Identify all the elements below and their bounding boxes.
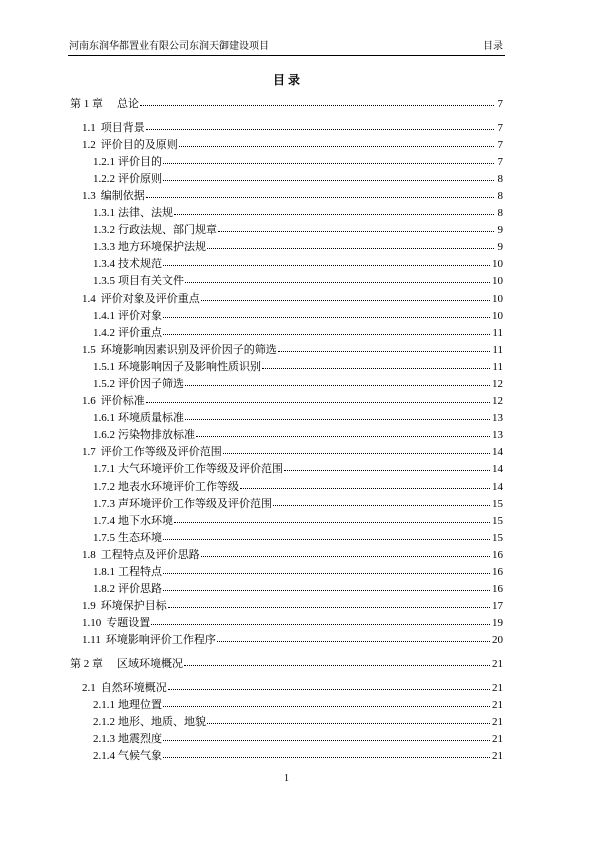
toc-subsection-entry: [70, 205, 503, 222]
toc-entry-number: 1.6.1: [93, 412, 115, 425]
toc-entry-title: 工程特点: [118, 566, 162, 579]
header-section-name: 目录: [483, 41, 503, 52]
toc-entry-title: 评价重点: [118, 326, 162, 339]
toc-dot-leader: [163, 573, 490, 574]
toc-subsection-entry: [70, 359, 503, 376]
toc-entry-page: 11: [492, 326, 503, 339]
toc-entry-title: 大气环境评价工作等级及评价范围: [118, 463, 283, 476]
toc-entry-title: 地形、地质、地貌: [118, 715, 206, 728]
toc-dot-leader: [217, 641, 490, 642]
toc-entry-title: 地下水环境: [118, 514, 173, 527]
toc-entry-number: 1.7.5: [93, 531, 115, 544]
toc-entry-number: 1.7.3: [93, 497, 115, 510]
toc-dot-leader: [146, 129, 494, 130]
toc-entry-page: 20: [492, 634, 503, 647]
toc-dot-leader: [185, 419, 490, 420]
toc-entry-page: 14: [492, 446, 503, 459]
toc-entry-number: 1.5: [82, 343, 96, 356]
toc-entry-number: 1.2.1: [93, 155, 115, 168]
toc-dot-leader: [163, 740, 490, 741]
toc-subsection-entry: [70, 479, 503, 496]
toc-subsection-entry: [70, 697, 503, 714]
toc-entry-number: 1.3.1: [93, 207, 115, 220]
toc-section-entry: [70, 120, 503, 137]
toc-entry-title: 地表水环境评价工作等级: [118, 480, 239, 493]
toc-dot-leader: [185, 385, 490, 386]
toc-entry-page: 7: [497, 97, 503, 110]
toc-entry-number: 1.7.4: [93, 514, 115, 527]
toc-entry-title: 评价原则: [118, 172, 162, 185]
toc-entry-page: 13: [492, 429, 503, 442]
toc-entry-page: 16: [492, 583, 503, 596]
toc-dot-leader: [273, 505, 490, 506]
toc-dot-leader: [201, 556, 490, 557]
toc-entry-page: 8: [497, 189, 503, 202]
toc-entry-title: 气候气象: [118, 749, 162, 762]
toc-subsection-entry: [70, 564, 503, 581]
toc-entry-number: 2.1.4: [93, 749, 115, 762]
toc-dot-leader: [163, 539, 490, 540]
toc-entry-title: 评价对象及评价重点: [100, 292, 200, 305]
toc-entry-title: 评价目的及原则: [100, 138, 178, 151]
toc-entry-number: 1.9: [82, 600, 96, 613]
toc-entry-number: 1.3.5: [93, 275, 115, 288]
toc-entry-number: 1.1: [82, 121, 96, 134]
toc-entry-title: 技术规范: [118, 258, 162, 271]
toc-dot-leader: [278, 351, 491, 352]
toc-subsection-entry: [70, 239, 503, 256]
toc-entry-page: 17: [492, 600, 503, 613]
toc-entry-page: 14: [492, 480, 503, 493]
toc-dot-leader: [163, 265, 490, 266]
toc-entry-number: 1.5.1: [93, 360, 115, 373]
toc-entry-page: 21: [492, 681, 503, 694]
toc-entry-page: 21: [492, 732, 503, 745]
toc-title: 目 录: [272, 73, 300, 87]
toc-subsection-entry: [70, 325, 503, 342]
toc-entry-page: 16: [492, 548, 503, 561]
toc-dot-leader: [284, 470, 490, 471]
toc-entry-page: 11: [492, 343, 503, 356]
toc-entry-number: 1.6: [82, 395, 96, 408]
toc-entry-title: 编制依据: [100, 189, 145, 202]
toc-chapter-entry: [70, 656, 503, 673]
toc-entry-page: 11: [492, 360, 503, 373]
toc-entry-title: 环境保护目标: [100, 600, 167, 613]
toc-entry-title: 评价目的: [118, 155, 162, 168]
toc-entry-page: 7: [497, 138, 503, 151]
toc-dot-leader: [201, 300, 490, 301]
toc-dot-leader: [223, 453, 490, 454]
toc-subsection-entry: [70, 154, 503, 171]
toc-dot-leader: [262, 368, 490, 369]
toc-dot-leader: [207, 248, 494, 249]
toc-dot-leader: [151, 624, 490, 625]
toc-entry-page: 10: [492, 275, 503, 288]
toc-entry-page: 14: [492, 463, 503, 476]
toc-subsection-entry: [70, 581, 503, 598]
toc-section-entry: [70, 444, 503, 461]
toc-section-entry: [70, 393, 503, 410]
toc-subsection-entry: [70, 273, 503, 290]
toc-dot-leader: [179, 146, 494, 147]
toc-subsection-entry: [70, 256, 503, 273]
toc-subsection-entry: [70, 513, 503, 530]
toc-entry-page: 21: [492, 715, 503, 728]
toc-subsection-entry: [70, 427, 503, 444]
toc-entry-title: 法律、法规: [118, 207, 173, 220]
header-project-name: 河南东润华都置业有限公司东润天御建设项目: [69, 41, 269, 52]
toc-section-entry: [70, 615, 503, 632]
toc-subsection-entry: [70, 171, 503, 188]
toc-entry-number: 1.7: [82, 446, 96, 459]
toc-entry-number: 1.3.4: [93, 258, 115, 271]
toc-entry-number: 2.1.1: [93, 698, 115, 711]
toc-subsection-entry: [70, 376, 503, 393]
toc-entry-title: 评价因子筛选: [118, 378, 184, 390]
toc-section-entry: [70, 342, 503, 359]
toc-entry-page: 12: [492, 395, 503, 408]
toc-entry-page: 8: [497, 207, 503, 220]
toc-entry-title: 行政法规、部门规章: [118, 224, 217, 237]
toc-section-entry: [70, 598, 503, 615]
toc-subsection-entry: [70, 496, 503, 513]
toc-entry-title: 项目有关文件: [118, 275, 184, 288]
toc-entry-title: 污染物排放标准: [118, 429, 195, 442]
toc-entry-number: 1.2: [82, 138, 96, 151]
toc-dot-leader: [168, 689, 490, 690]
toc-entry-number: 1.8.1: [93, 566, 115, 579]
toc-entry-page: 15: [492, 531, 503, 544]
toc-entry-title: 地方环境保护法规: [118, 241, 206, 254]
toc-subsection-entry: [70, 731, 503, 748]
toc-entry-title: 区域环境概况: [117, 657, 183, 670]
toc-entry-title: 评价思路: [118, 583, 162, 596]
toc-dot-leader: [196, 436, 490, 437]
toc-entry-number: 第 1 章: [70, 97, 103, 110]
toc-chapter-entry: [70, 96, 503, 113]
toc-entry-title: 自然环境概况: [100, 681, 167, 694]
toc-entry-number: 2.1: [82, 681, 96, 694]
toc-entry-title: 评价工作等级及评价范围: [100, 446, 222, 459]
toc-entry-number: 2.1.2: [93, 715, 115, 728]
toc-entry-title: 环境影响因子及影响性质识别: [118, 360, 261, 373]
toc-entry-title: 环境影响因素识别及评价因子的筛选: [100, 343, 277, 356]
toc-section-entry: [70, 291, 503, 308]
toc-entry-title: 生态环境: [118, 531, 162, 544]
toc-dot-leader: [207, 723, 490, 724]
toc-entry-number: 1.7.1: [93, 463, 115, 476]
toc-entry-number: 1.3.2: [93, 224, 115, 237]
page-number: 1: [284, 773, 289, 784]
toc-dot-leader: [146, 197, 494, 198]
toc-entry-page: 9: [497, 241, 503, 254]
toc-entry-number: 1.4.1: [93, 309, 115, 322]
toc-entry-title: 项目背景: [100, 121, 145, 134]
toc-entry-number: 1.8.2: [93, 583, 115, 596]
toc-entry-number: 1.5.2: [93, 378, 115, 390]
toc-entry-page: 9: [497, 224, 503, 237]
toc-list: [70, 90, 503, 766]
toc-entry-page: 15: [492, 497, 503, 510]
toc-entry-title: 评价对象: [118, 309, 162, 322]
toc-entry-page: 16: [492, 566, 503, 579]
toc-dot-leader: [163, 334, 490, 335]
toc-entry-page: 10: [492, 309, 503, 322]
toc-section-entry: [70, 632, 503, 649]
toc-entry-number: 1.3.3: [93, 241, 115, 254]
toc-entry-page: 15: [492, 514, 503, 527]
toc-dot-leader: [140, 105, 494, 106]
toc-entry-title: 环境质量标准: [118, 412, 184, 425]
toc-dot-leader: [163, 757, 490, 758]
toc-entry-page: 7: [497, 155, 503, 168]
toc-entry-page: 13: [492, 412, 503, 425]
toc-dot-leader: [184, 665, 490, 666]
toc-dot-leader: [174, 522, 490, 523]
toc-dot-leader: [174, 214, 494, 215]
toc-entry-page: 21: [492, 698, 503, 711]
toc-dot-leader: [168, 607, 490, 608]
toc-subsection-entry: [70, 461, 503, 478]
page-footer: [70, 771, 503, 787]
toc-entry-number: 1.2.2: [93, 172, 115, 185]
toc-subsection-entry: [70, 410, 503, 427]
toc-entry-number: 1.3: [82, 189, 96, 202]
toc-entry-number: 1.6.2: [93, 429, 115, 442]
toc-subsection-entry: [70, 748, 503, 765]
toc-section-entry: [70, 137, 503, 154]
toc-entry-title: 地震烈度: [118, 732, 162, 745]
toc-dot-leader: [146, 402, 490, 403]
toc-dot-leader: [218, 231, 494, 232]
toc-entry-page: 8: [497, 172, 503, 185]
toc-entry-page: 19: [492, 617, 503, 630]
toc-dot-leader: [240, 488, 490, 489]
toc-section-entry: [70, 547, 503, 564]
toc-entry-number: 1.11: [82, 634, 101, 647]
toc-subsection-entry: [70, 222, 503, 239]
toc-entry-page: 10: [492, 258, 503, 271]
toc-dot-leader: [163, 180, 494, 181]
toc-dot-leader: [163, 163, 494, 164]
toc-section-entry: [70, 188, 503, 205]
toc-entry-title: 专题设置: [106, 617, 151, 630]
toc-entry-title: 声环境评价工作等级及评价范围: [118, 497, 272, 510]
toc-entry-title: 工程特点及评价思路: [100, 548, 200, 561]
toc-dot-leader: [185, 282, 490, 283]
toc-entry-number: 1.4.2: [93, 326, 115, 339]
toc-entry-page: 10: [492, 292, 503, 305]
toc-entry-number: 1.10: [82, 617, 102, 630]
toc-entry-number: 1.8: [82, 548, 96, 561]
toc-dot-leader: [163, 706, 490, 707]
toc-entry-page: 12: [492, 378, 503, 390]
toc-subsection-entry: [70, 714, 503, 731]
toc-entry-number: 1.4: [82, 292, 96, 305]
toc-subsection-entry: [70, 308, 503, 325]
toc-dot-leader: [163, 590, 490, 591]
toc-entry-page: 21: [492, 657, 503, 670]
page-header: [68, 38, 505, 56]
toc-entry-title: 总论: [117, 97, 139, 110]
toc-entry-number: 2.1.3: [93, 732, 115, 745]
toc-entry-number: 1.7.2: [93, 480, 115, 493]
toc-entry-title: 地理位置: [118, 698, 162, 711]
toc-dot-leader: [163, 317, 490, 318]
toc-entry-number: 第 2 章: [70, 657, 103, 670]
toc-entry-page: 21: [492, 749, 503, 762]
toc-entry-page: 7: [497, 121, 503, 134]
toc-section-entry: [70, 680, 503, 697]
toc-entry-title: 环境影响评价工作程序: [105, 634, 216, 647]
toc-entry-title: 评价标准: [100, 395, 145, 408]
toc-subsection-entry: [70, 530, 503, 547]
